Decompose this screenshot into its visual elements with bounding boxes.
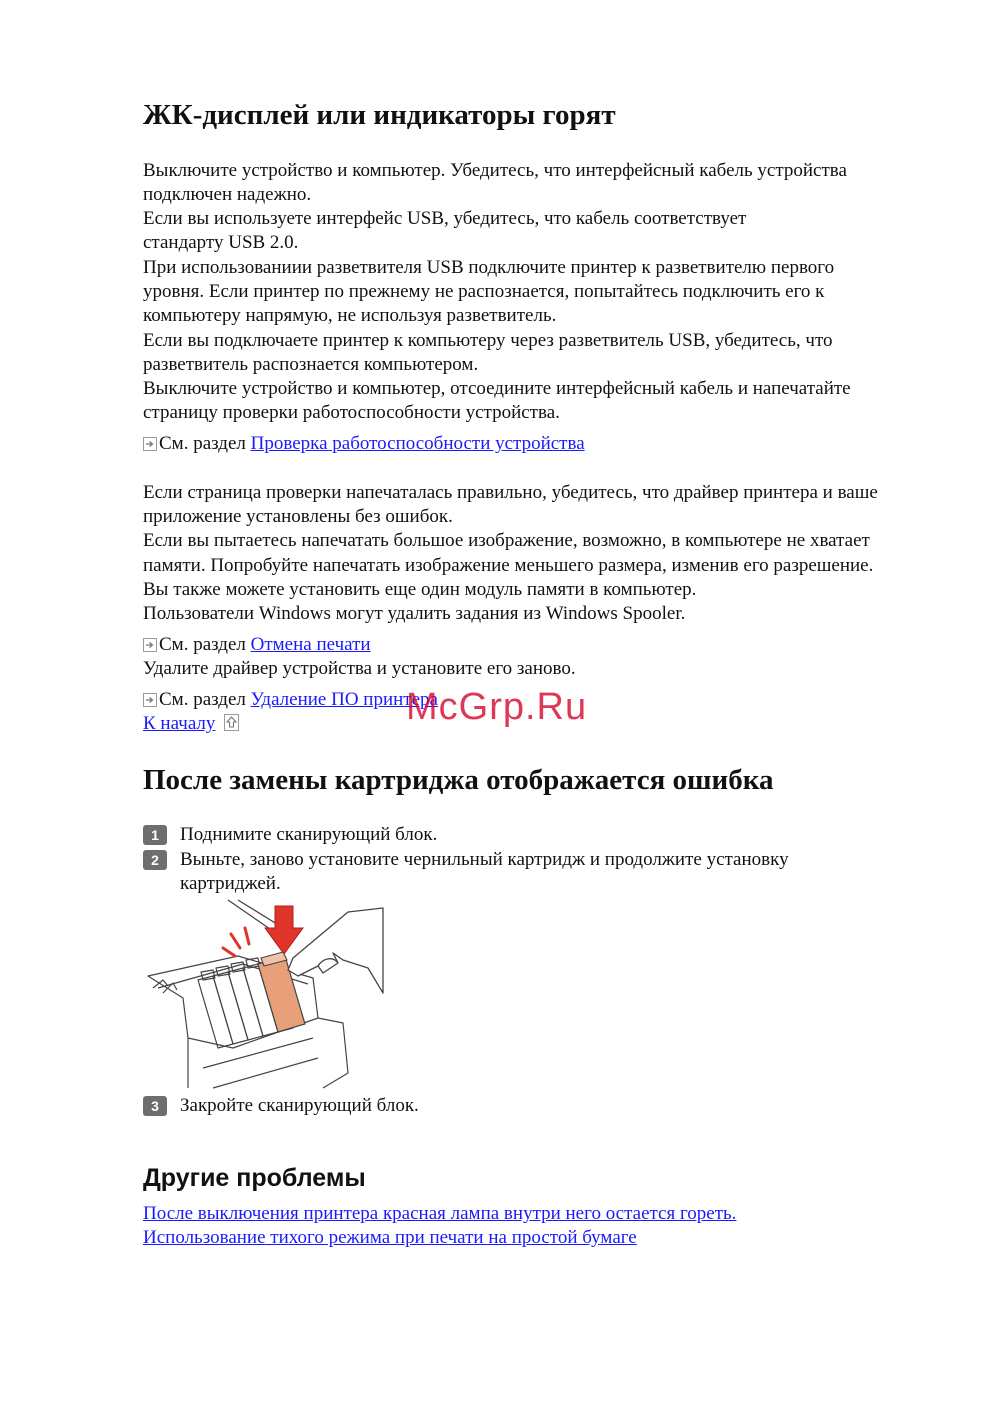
text-line: Выключите устройство и компьютер. Убедитесь, что интерфейсный кабель устройства	[143, 160, 847, 181]
text-line: Если вы используете интерфейс USB, убедитесь, что кабель соответствует	[143, 208, 747, 229]
reference-prefix: См. раздел	[159, 634, 246, 655]
step-text: Выньте, заново установите чернильный картридж и продолжите установку	[180, 849, 789, 870]
step-item	[143, 823, 437, 847]
up-arrow-icon[interactable]	[224, 714, 239, 731]
text-line: Удалите драйвер устройства и установите его заново.	[143, 658, 576, 679]
step-text: картриджей.	[180, 873, 281, 894]
text-line: подключен надежно.	[143, 184, 312, 205]
link-to-top[interactable]: К началу	[143, 713, 216, 734]
step-item	[143, 1094, 419, 1118]
text-line: страницу проверки работоспособности устройства.	[143, 402, 560, 423]
reference-prefix: См. раздел	[159, 433, 246, 454]
text-line: уровня. Если принтер по прежнему не распознается, попытайтесь подключить его к	[143, 281, 825, 302]
reference-arrow-icon	[143, 638, 157, 652]
link-red-lamp-stays-on[interactable]: После выключения принтера красная лампа внутри него остается гореть.	[143, 1203, 737, 1224]
reference-prefix: См. раздел	[159, 689, 246, 710]
reference-arrow-icon	[143, 693, 157, 707]
reference-line-check	[143, 432, 585, 456]
link-quiet-mode[interactable]: Использование тихого режима при печати на простой бумаге	[143, 1227, 637, 1248]
reference-arrow-icon	[143, 437, 157, 451]
text-line: Если страница проверки напечаталась правильно, убедитесь, что драйвер принтера и ваше	[143, 482, 878, 503]
text-line: разветвитель распознается компьютером.	[143, 354, 479, 375]
text-line: Пользователи Windows могут удалить задания из Windows Spooler.	[143, 603, 686, 624]
link-cancel-printing[interactable]: Отмена печати	[250, 634, 371, 655]
to-top-line	[143, 712, 239, 736]
step-text-block	[167, 848, 789, 896]
text-line: Если вы подключаете принтер к компьютеру через разветвитель USB, убедитесь, что	[143, 330, 833, 351]
section-title-lcd: ЖК-дисплей или индикаторы горят	[143, 99, 616, 131]
watermark: McGrp.Ru	[406, 686, 588, 728]
link-check-operation[interactable]: Проверка работоспособности устройства	[250, 433, 585, 454]
text-line: Вы также можете установить еще один модуль памяти в компьютер.	[143, 579, 697, 600]
step-number-badge: 3	[143, 1096, 167, 1116]
section-title-other-problems: Другие проблемы	[143, 1164, 366, 1192]
link-line	[143, 1226, 637, 1250]
step-text: Поднимите сканирующий блок.	[180, 824, 438, 845]
reference-line-uninstall	[143, 688, 438, 712]
step-number-badge: 1	[143, 825, 167, 845]
text-line: Если вы пытаетесь напечатать большое изображение, возможно, в компьютере не хватает	[143, 530, 870, 551]
cartridge-installation-illustration	[143, 898, 388, 1093]
step-text: Закройте сканирующий блок.	[180, 1095, 419, 1116]
link-line	[143, 1202, 736, 1226]
text-line: При использованиии разветвителя USB подключите принтер к разветвителю первого	[143, 257, 835, 278]
text-line: Выключите устройство и компьютер, отсоедините интерфейсный кабель и напечатайте	[143, 378, 851, 399]
step-item	[143, 848, 789, 896]
text-line: компьютеру напрямую, не используя разветвитель.	[143, 305, 557, 326]
text-line: стандарту USB 2.0.	[143, 232, 299, 253]
reference-line-cancel	[143, 633, 371, 657]
step-number-badge: 2	[143, 850, 167, 870]
section-title-cartridge-error: После замены картриджа отображается ошибка	[143, 764, 774, 796]
link-uninstall-software[interactable]: Удаление ПО принтера	[250, 689, 438, 710]
text-line: приложение установлены без ошибок.	[143, 506, 453, 527]
text-line: памяти. Попробуйте напечатать изображение меньшего размера, изменив его разрешение.	[143, 555, 874, 576]
